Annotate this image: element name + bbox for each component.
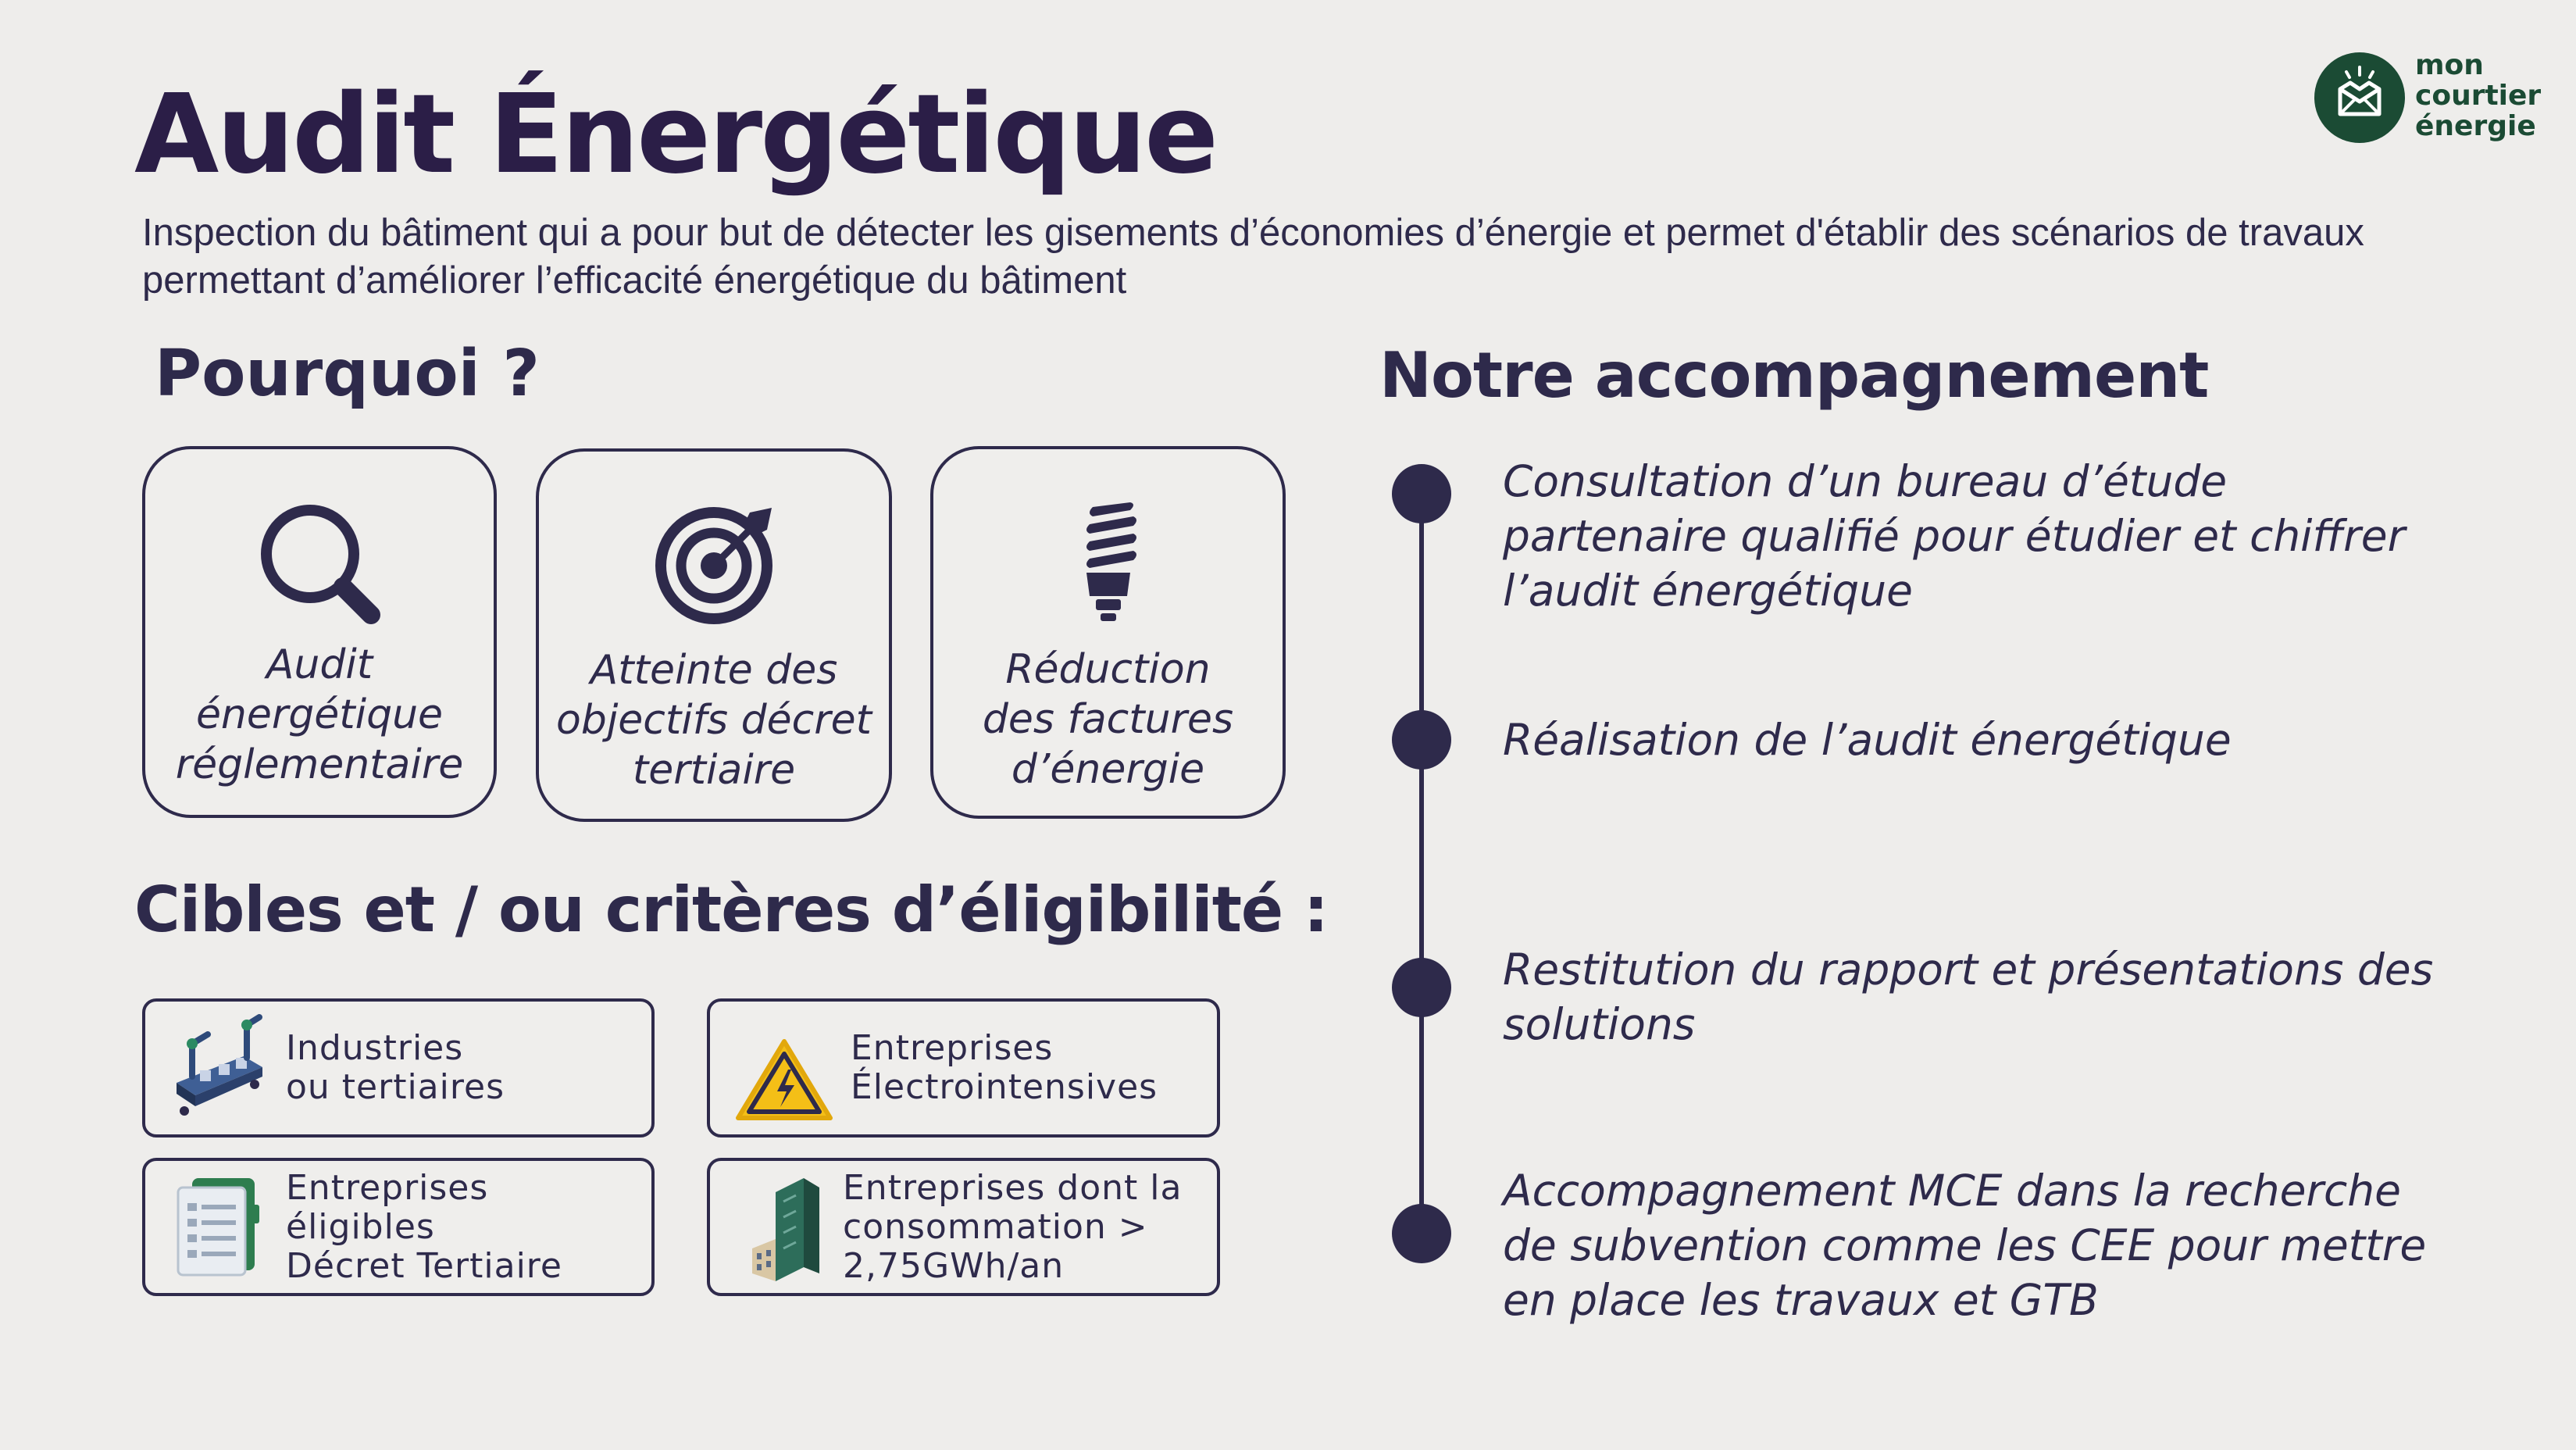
timeline-dot: [1392, 1204, 1451, 1263]
criteria-electro: [707, 998, 1220, 1138]
why-heading: Pourquoi ?: [155, 337, 540, 411]
page-subtitle: Inspection du bâtiment qui a pour but de détecter les gisements d’économies d’énergie et permet d'établir des scénarios de travaux permettant d’améliorer l’efficacité énergétique du bâtiment: [142, 212, 2364, 302]
why-card-label: Atteinte des objectifs décret tertiaire: [556, 647, 872, 794]
criteria-text: Entreprises Électrointensives: [851, 1028, 1158, 1107]
criteria-consumption: [707, 1158, 1220, 1296]
industrial-robot-icon: [169, 1011, 270, 1123]
brand-logo-icon: [2314, 52, 2406, 144]
timeline-step-3: Restitution du rapport et présentations des solutions: [1503, 945, 2434, 1049]
criteria-industries: [142, 998, 655, 1138]
why-card-bulb: [930, 446, 1286, 819]
criteria-decret-tertiaire: [142, 1158, 655, 1296]
timeline-dot: [1392, 464, 1451, 523]
timeline-step-4: Accompagnement MCE dans la recherche de subvention comme les CEE pour mettre en place les travaux et GTB: [1503, 1166, 2427, 1325]
brand-logo-text: mon courtier énergie: [2415, 49, 2542, 142]
why-card-target: [536, 448, 892, 822]
documents-folder-icon: [169, 1170, 270, 1283]
criteria-text: Entreprises dont la consommation > 2,75GWh/an: [843, 1167, 1183, 1286]
office-building-icon: [744, 1170, 846, 1283]
support-heading: Notre accompagnement: [1379, 339, 2209, 412]
high-voltage-warning-icon: [733, 1023, 835, 1136]
criteria-text: Entreprises éligibles Décret Tertiaire: [286, 1167, 562, 1286]
light-bulb-icon: [1038, 496, 1179, 637]
timeline-step-2: Réalisation de l’audit énergétique: [1503, 715, 2232, 765]
page-title: Audit Énergétique: [134, 71, 1217, 198]
timeline-step-1: Consultation d’un bureau d’étude partenaire qualifié pour étudier et chiffrer l’audit énergétique: [1503, 456, 2406, 616]
timeline-dot: [1392, 958, 1451, 1017]
criteria-text: Industries ou tertiaires: [286, 1028, 505, 1107]
timeline-dot: [1392, 710, 1451, 770]
why-card-label: Audit énergétique réglementaire: [175, 641, 464, 788]
timeline-line: [1419, 494, 1424, 1233]
target-icon: [644, 495, 784, 636]
why-card-label: Réduction des factures d’énergie: [982, 646, 1234, 793]
criteria-heading: Cibles et / ou critères d’éligibilité :: [134, 873, 1329, 946]
magnifier-icon: [249, 495, 390, 635]
why-card-audit: [142, 446, 497, 818]
